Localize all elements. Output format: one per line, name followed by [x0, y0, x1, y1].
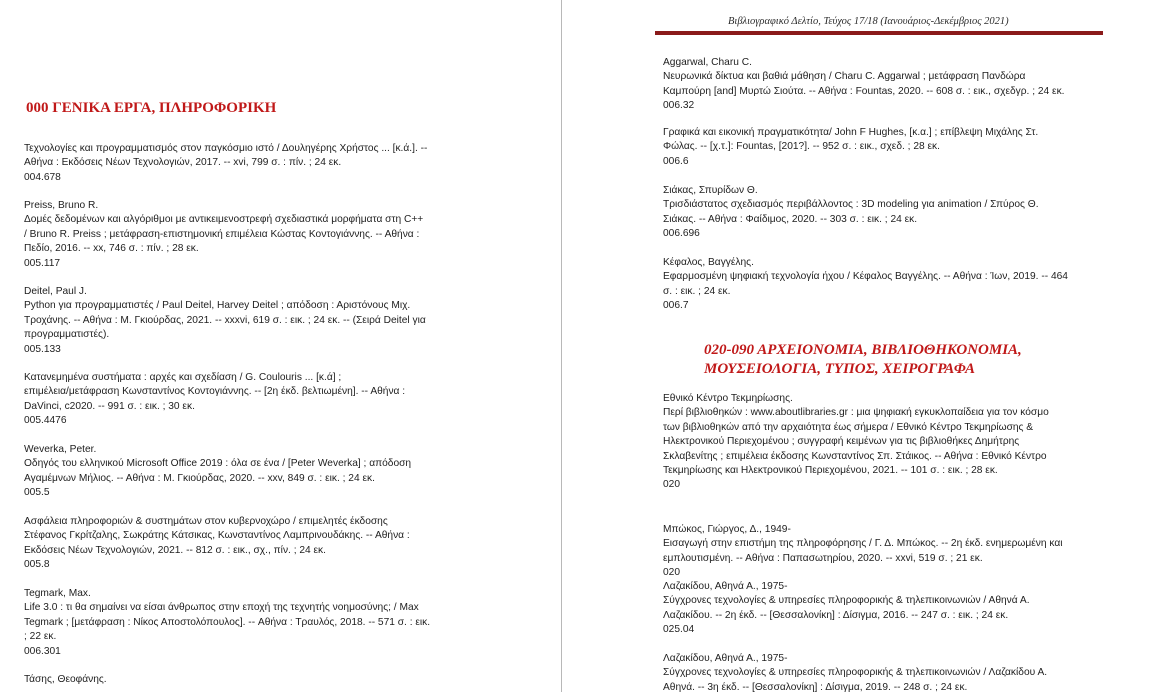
entry-line: Εφαρμοσμένη ψηφιακή τεχνολογία ήχου / Κέφαλος Βαγγέλης. -- Αθήνα : Ίων, 2019. -- 464	[663, 271, 1068, 283]
entry-line: επιμέλεια/μετάφραση Κωνσταντίνος Κοντογιάννης. -- [2η έκδ. βελτιωμένη]. -- Αθήνα :	[24, 386, 406, 398]
bibliographic-entry	[663, 184, 1039, 242]
entry-line: Deitel, Paul J.	[24, 286, 87, 297]
entry-line: 005.8	[24, 559, 50, 571]
bibliographic-entry	[663, 652, 1047, 692]
entry-line: Νευρωνικά δίκτυα και βαθιά μάθηση / Charu C. Aggarwal ; μετάφραση Πανδώρα	[663, 71, 1026, 83]
entry-line: 006.7	[663, 300, 689, 312]
entry-line: Στέφανος Γκρίτζαλης, Σωκράτης Κάτσικας, Κωνσταντίνος Λαμπρινουδάκης. -- Αθήνα :	[24, 530, 410, 542]
entry-line: Αθηνά. -- 3η έκδ. -- [Θεσσαλονίκη] : Δίσιγμα, 2019. -- 248 σ. ; 24 εκ.	[663, 681, 968, 692]
bibliographic-entry	[24, 285, 426, 357]
bibliographic-entry	[24, 673, 107, 687]
entry-line: 025.04	[663, 624, 695, 636]
section-title-020-090-line-1: 020-090 ΑΡΧΕΙΟΝΟΜΙΑ, ΒΙΒΛΙΟΘΗΚΟΝΟΜΙΑ,	[704, 342, 1022, 358]
entry-line: Εθνικό Κέντρο Τεκμηρίωσης.	[663, 393, 793, 404]
entry-line: Μπώκος, Γιώργος, Δ., 1949-	[663, 524, 791, 535]
section-title-000: 000 ΓΕΝΙΚΑ ΕΡΓΑ, ΠΛΗΡΟΦΟΡΙΚΗ	[26, 100, 277, 116]
bibliographic-entry	[663, 126, 1038, 169]
entry-line: Τεκμηρίωσης και Ηλεκτρονικού Περιεχομένου, 2021. -- 101 σ. : εικ. ; 28 εκ.	[663, 465, 998, 477]
entry-line: Λαζακίδου, Αθηνά Α., 1975-	[663, 653, 788, 664]
entry-line: 020	[663, 567, 680, 579]
header-rule	[655, 31, 1103, 35]
entry-line: Τάσης, Θεοφάνης.	[24, 674, 107, 685]
entry-line: Σιάκας. -- Αθήνα : Φαίδιμος, 2020. -- 303 σ. : εικ. ; 24 εκ.	[663, 213, 918, 225]
entry-line: Σκλαβενίτης ; επιμέλεια έκδοσης Κωνσταντίνος Σπ. Στάικος. -- Αθήνα : Εθνικό Κέντρο	[663, 450, 1047, 462]
entry-line: Python για προγραμματιστές / Paul Deitel, Harvey Deitel ; απόδοση : Αριστόνους Μιχ.	[24, 300, 411, 312]
entry-line: Αγαμέμνων Μήλιος. -- Αθήνα : Μ. Γκιούρδας, 2020. -- xxv, 849 σ. : εικ. ; 24 εκ.	[24, 472, 375, 484]
right-page	[563, 0, 1152, 692]
bibliographic-entry	[24, 587, 430, 659]
entry-line: Αθήνα : Εκδόσεις Νέων Τεχνολογιών, 2017. -- xvi, 799 σ. : πίν. ; 24 εκ.	[24, 157, 342, 169]
entry-line: Περί βιβλιοθηκών : www.aboutlibraries.gr : μια ψηφιακή εγκυκλοπαίδεια για τον κόσμο	[663, 407, 1049, 419]
entry-line: Τρισδιάστατος σχεδιασμός περιβάλλοντος : 3D modeling για animation / Σπύρος Θ.	[663, 199, 1039, 211]
bibliographic-entry	[24, 371, 405, 429]
bibliographic-entry	[24, 443, 411, 501]
bibliographic-entry	[663, 392, 1049, 493]
entry-line: Τεχνολογίες και προγραμματισμός στον παγκόσμιο ιστό / Δουληγέρης Χρήστος ... [κ.ά.]. --	[24, 143, 428, 154]
entry-line: των βιβλιοθηκών από την αρχαιότητα έως σήμερα / Εθνικό Κέντρο Τεκμηρίωσης &	[663, 421, 1034, 433]
entry-line: Tegmark ; [μετάφραση : Νίκος Αποστολόπουλος]. -- Αθήνα : Τραυλός, 2018. -- 571 σ. : εικ.	[24, 616, 431, 628]
entry-line: Ηλεκτρονικού Περιεχομένου ; συγγραφή κειμένων για τις βιβλιοθήκες Δημήτρης	[663, 436, 1020, 448]
entry-line: 006.301	[24, 645, 61, 657]
bibliographic-entry	[663, 523, 1063, 581]
entry-line: 006.696	[663, 228, 700, 240]
bibliographic-entry	[24, 199, 423, 271]
entry-line: Οδηγός του ελληνικού Microsoft Office 2019 : όλα σε ένα / [Peter Weverka] ; απόδοση	[24, 458, 412, 470]
entry-line: Preiss, Bruno R.	[24, 200, 99, 211]
entry-line: 004.678	[24, 171, 61, 183]
entry-line: Λαζακίδου, Αθηνά Α., 1975-	[663, 581, 788, 592]
bibliographic-entry	[663, 56, 1065, 114]
entry-line: Φώλας. -- [χ.τ.]: Fountas, [201?]. -- 952 σ. : εικ., σχεδ. ; 28 εκ.	[663, 141, 940, 153]
entry-line: ; 22 εκ.	[24, 631, 57, 643]
entry-line: Κέφαλος, Βαγγέλης.	[663, 257, 754, 268]
entry-line: Ασφάλεια πληροφοριών & συστημάτων στον κυβερνοχώρο / επιμελητές έκδοσης	[24, 516, 388, 527]
entry-line: Πεδίο, 2016. -- xx, 746 σ. : πίν. ; 28 εκ.	[24, 243, 199, 255]
running-header: Βιβλιογραφικό Δελτίο, Τεύχος 17/18 (Ιανουάριος-Δεκέμβριος 2021)	[728, 16, 1009, 27]
entry-line: 005.117	[24, 257, 61, 269]
page-divider	[561, 0, 562, 692]
entry-line: Δομές δεδομένων και αλγόριθμοι με αντικειμενοστρεφή σχεδιαστικά μορφήματα στη C++	[24, 214, 424, 226]
section-title-020-090-line-2: ΜΟΥΣΕΙΟΛΟΓΙΑ, ΤΥΠΟΣ, ΧΕΙΡΟΓΡΑΦΑ	[704, 361, 976, 377]
entry-line: Weverka, Peter.	[24, 444, 97, 455]
entry-line: Tegmark, Max.	[24, 588, 91, 599]
entry-line: προγραμματιστές).	[24, 329, 110, 341]
entry-line: Γραφικά και εικονική πραγματικότητα/ John F Hughes, [κ.α.] ; επίβλεψη Μιχάλης Στ.	[663, 127, 1039, 138]
entry-line: 005.4476	[24, 415, 67, 427]
entry-line: 006.6	[663, 155, 689, 167]
entry-line: Εκδόσεις Νέων Τεχνολογιών, 2021. -- 812 σ. : εικ., σχ., πίν. ; 24 εκ.	[24, 544, 326, 556]
entry-line: Καμπούρη [and] Μυρτώ Σιούτα. -- Αθήνα : Fountas, 2020. -- 608 σ. : εικ., σχεδγρ. ; 24 εκ.	[663, 85, 1065, 97]
bibliographic-entry	[24, 142, 427, 185]
entry-line: Σιάκας, Σπυρίδων Θ.	[663, 185, 758, 196]
entry-line: 005.5	[24, 487, 50, 499]
entry-line: σ. : εικ. ; 24 εκ.	[663, 285, 731, 297]
entry-line: Aggarwal, Charu C.	[663, 57, 752, 68]
entry-line: 020	[663, 479, 680, 491]
entry-line: Λαζακίδου. -- 2η έκδ. -- [Θεσσαλονίκη] : Δίσιγμα, 2016. -- 247 σ. : εικ. ; 24 εκ.	[663, 609, 1009, 621]
bibliographic-entry	[663, 256, 1068, 314]
entry-line: DaVinci, c2020. -- 991 σ. : εικ. ; 30 εκ.	[24, 400, 195, 412]
entry-line: εμπλουτισμένη. -- Αθήνα : Παπασωτηρίου, 2020. -- xxvi, 519 σ. ; 21 εκ.	[663, 552, 983, 564]
entry-line: 005.133	[24, 343, 61, 355]
entry-line: Life 3.0 : τι θα σημαίνει να είσαι άνθρωπος στην εποχή της τεχνητής νοημοσύνης; / Max	[24, 602, 419, 614]
entry-line: Εισαγωγή στην επιστήμη της πληροφόρησης / Γ. Δ. Μπώκος. -- 2η έκδ. ενημερωμένη και	[663, 538, 1063, 550]
entry-line: 006.32	[663, 100, 695, 112]
entry-line: Σύγχρονες τεχνολογίες & υπηρεσίες πληροφορικής & τηλεπικοινωνιών / Αθηνά Α.	[663, 595, 1030, 607]
bibliographic-entry	[24, 515, 410, 573]
entry-line: / Bruno R. Preiss ; μετάφραση-επιστημονική επιμέλεια Κώστας Κοντογιάννης. -- Αθήνα :	[24, 228, 420, 240]
entry-line: Τροχάνης. -- Αθήνα : Μ. Γκιούρδας, 2021. -- xxxvi, 619 σ. : εικ. ; 24 εκ. -- (Σειρά Deitel για	[24, 314, 426, 326]
entry-line: Κατανεμημένα συστήματα : αρχές και σχεδίαση / G. Coulouris ... [κ.ά] ;	[24, 372, 342, 383]
bibliographic-entry	[663, 580, 1030, 638]
entry-line: Σύγχρονες τεχνολογίες & υπηρεσίες πληροφορικής & τηλεπικοινωνιών / Λαζακίδου Α.	[663, 667, 1048, 679]
left-page	[0, 0, 562, 692]
